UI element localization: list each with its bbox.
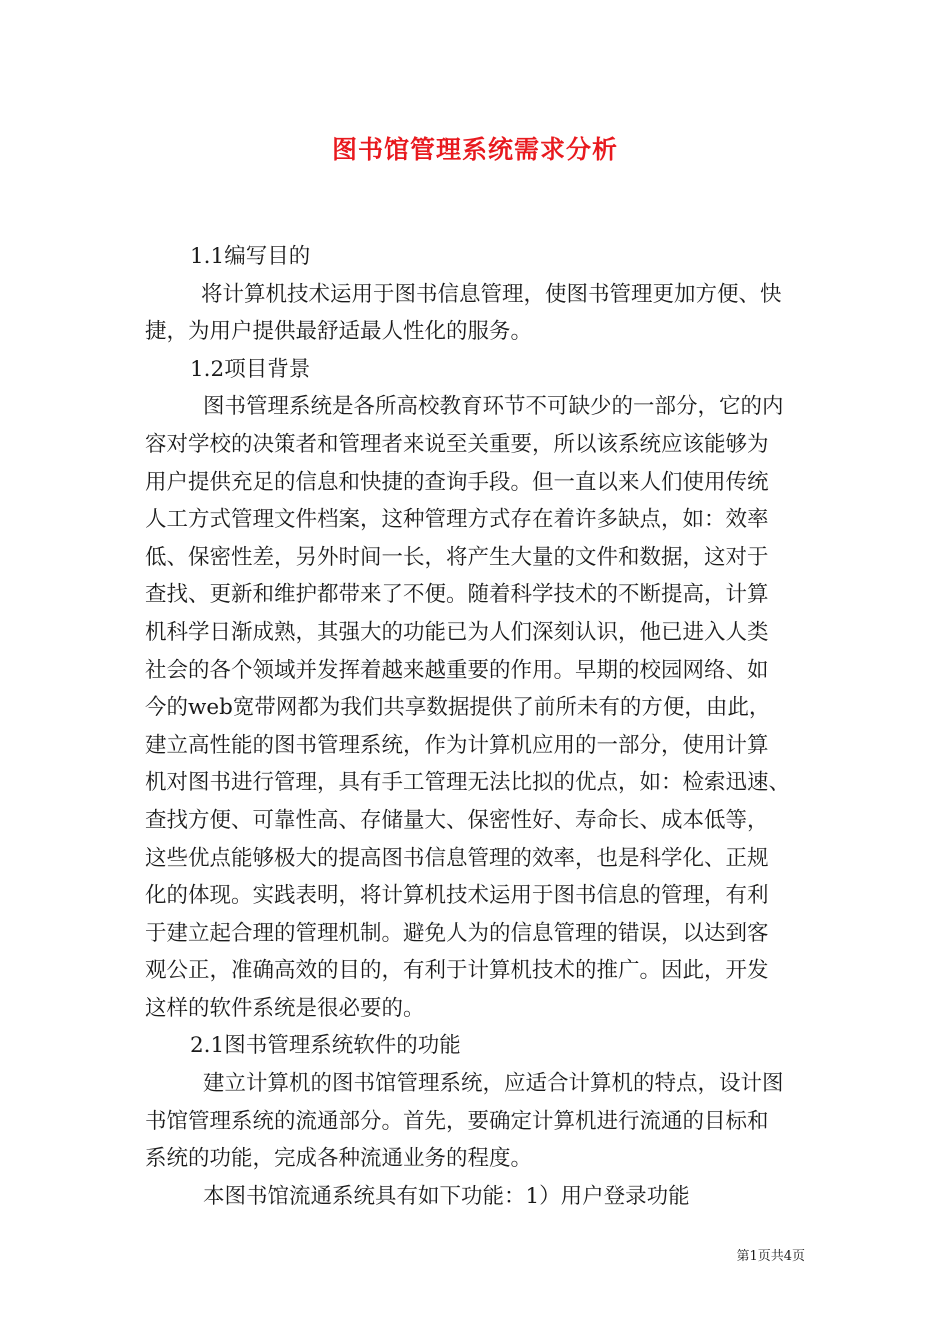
paragraph-line: 建立计算机的图书馆管理系统，应适合计算机的特点，设计图 (203, 1071, 784, 1097)
paragraph-line: 于建立起合理的管理机制。避免人为的信息管理的错误，以达到客 (145, 920, 769, 946)
paragraph-line: 书馆管理系统的流通部分。首先，要确定计算机进行流通的目标和 (145, 1108, 769, 1134)
paragraph-line: 观公正，准确高效的目的，有利于计算机技术的推广。因此，开发 (145, 958, 769, 984)
paragraph-line: 这样的软件系统是很必要的。 (145, 995, 425, 1021)
paragraph-line: 本图书馆流通系统具有如下功能：1）用户登录功能 (203, 1183, 690, 1209)
paragraph-line: 这些优点能够极大的提高图书信息管理的效率，也是科学化、正规 (145, 845, 769, 871)
paragraph-line: 查找方便、可靠性高、存储量大、保密性好、寿命长、成本低等， (145, 807, 769, 833)
paragraph-line: 查找、更新和维护都带来了不便。随着科学技术的不断提高，计算 (145, 582, 769, 608)
paragraph-line: 容对学校的决策者和管理者来说至关重要，所以该系统应该能够为 (145, 431, 769, 457)
paragraph-line: 低、保密性差，另外时间一长，将产生大量的文件和数据，这对于 (145, 544, 769, 570)
paragraph-line: 社会的各个领域并发挥着越来越重要的作用。早期的校园网络、如 (145, 657, 769, 683)
paragraph-line: 将计算机技术运用于图书信息管理，使图书管理更加方便、快 (201, 281, 782, 307)
paragraph-line: 化的体现。实践表明，将计算机技术运用于图书信息的管理，有利 (145, 883, 769, 909)
paragraph-line: 今的web宽带网都为我们共享数据提供了前所未有的方便，由此， (145, 695, 771, 721)
section-heading-2-1: 2.1图书管理系统软件的功能 (190, 1033, 461, 1059)
paragraph-line: 用户提供充足的信息和快捷的查询手段。但一直以来人们使用传统 (145, 469, 769, 495)
paragraph-line: 捷，为用户提供最舒适最人性化的服务。 (145, 319, 533, 345)
section-heading-1-1: 1.1编写目的 (190, 244, 311, 269)
paragraph-line: 机科学日渐成熟，其强大的功能已为人们深刻认识，他已进入人类 (145, 619, 769, 645)
paragraph-line: 建立高性能的图书管理系统，作为计算机应用的一部分，使用计算 (145, 732, 769, 758)
paragraph-line: 机对图书进行管理，具有手工管理无法比拟的优点，如：检索迅速、 (145, 770, 791, 796)
section-heading-1-2: 1.2项目背景 (190, 356, 311, 382)
document-body (145, 238, 805, 1215)
document-title: 图书馆管理系统需求分析 (331, 135, 618, 164)
paragraph-line: 人工方式管理文件档案，这种管理方式存在着许多缺点，如：效率 (145, 507, 769, 533)
paragraph-line: 系统的功能，完成各种流通业务的程度。 (145, 1146, 533, 1172)
page-number: 第1页共4页 (736, 1249, 805, 1264)
paragraph-line: 图书管理系统是各所高校教育环节不可缺少的一部分，它的内 (203, 394, 784, 420)
